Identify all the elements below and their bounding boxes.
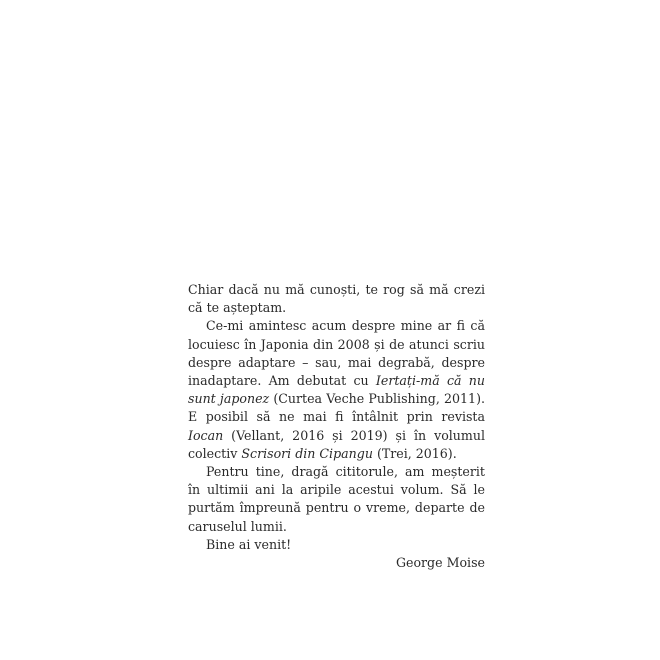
letter-text: [188, 281, 485, 572]
bio-text-1: Ce-mi amintesc acum despre mine ar fi că locuiesc în Japonia din 2008 și de atunci scriu despre adaptare – sau, mai degrabă, despre inadaptare. Am debutat cu: [188, 318, 485, 389]
author-signature: George Moise: [395, 555, 485, 571]
paragraph-biography: [188, 317, 485, 463]
book-title-debut: Iertați-mă că nu sunt japonez: [188, 373, 486, 407]
bio-text-2: (Curtea Veche Publishing, 2011). E posibil să ne mai fi întâlnit prin revista: [188, 391, 485, 425]
magazine-title: Iocan: [188, 427, 224, 443]
book-title-collective: Scrisori din Cipangu: [241, 445, 373, 461]
paragraph-greeting: Chiar dacă nu mă cunoști, te rog să mă crezi că te așteptam.: [188, 282, 485, 316]
bio-text-3: (Vellant, 2016 și 2019) și în volumul colectiv: [188, 427, 485, 461]
paragraph-welcome: Bine ai venit!: [206, 536, 292, 552]
bio-text-4: (Trei, 2016).: [372, 445, 457, 461]
paragraph-dedication: Pentru tine, dragă cititorule, am meșterit în ultimii ani la aripile acestui volum. Să le purtăm împreună pentru o vreme, departe de caruselul lumii.: [188, 464, 485, 534]
